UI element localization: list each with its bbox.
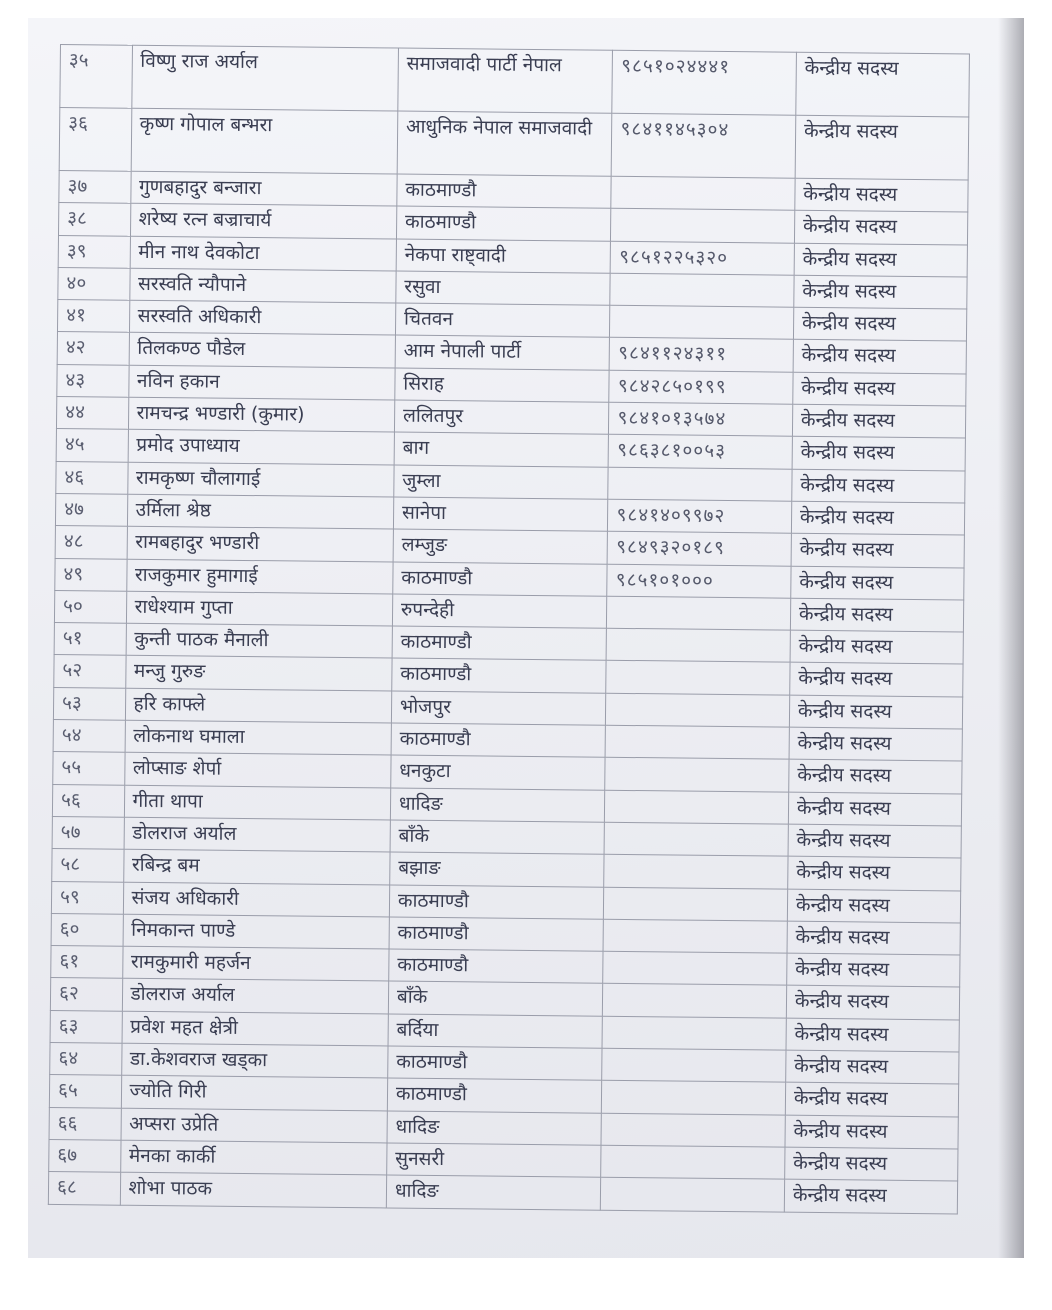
serial-number-cell: ५४ [53,720,125,753]
phone-number-cell: ९८४११२४३११ [610,338,794,372]
address-cell: सानेपा [393,497,608,532]
phone-number-cell [603,919,787,953]
position-cell: केन्द्रीय सदस्य [793,372,966,406]
position-cell: केन्द्रीय सदस्य [791,566,964,600]
serial-number-cell: ४८ [55,526,127,559]
phone-number-cell [607,628,791,662]
member-name-cell: कुन्ती पाठक मैनाली [126,623,393,658]
serial-number-cell: ४० [58,267,130,300]
address-cell: चितवन [395,303,610,338]
address-cell: बझाङ [390,852,605,887]
member-name-cell: राधेश्याम गुप्ता [126,591,393,626]
phone-number-cell: ९८५१०२४४४१ [612,50,796,115]
position-cell: केन्द्रीय सदस्य [790,630,963,664]
address-cell: काठमाण्डौ [397,174,612,209]
member-name-cell: मन्जु गुरुङ [125,656,392,691]
position-cell: केन्द्रीय सदस्य [785,1147,958,1181]
phone-number-cell [604,854,788,888]
member-name-cell: उर्मिला श्रेष्ठ [127,494,394,529]
phone-number-cell: ९८४१०१३५७४ [609,402,793,436]
address-cell: रुपन्देही [392,594,607,629]
phone-number-cell [610,273,794,307]
address-cell: सिराह [395,368,610,403]
position-cell: केन्द्रीय सदस्य [793,340,966,374]
address-cell: धनकुटा [391,755,606,790]
phone-number-cell [603,951,787,985]
serial-number-cell: ५९ [51,881,123,914]
member-name-cell: गुणबहादुर बन्जारा [130,171,397,206]
address-cell: काठमाण्डौ [387,1078,602,1113]
position-cell: केन्द्रीय सदस्य [795,178,968,212]
serial-number-cell: ४९ [55,558,127,591]
position-cell: केन्द्रीय सदस्य [792,437,965,471]
position-cell: केन्द्रीय सदस्य [788,824,961,858]
position-cell: केन्द्रीय सदस्य [787,953,960,987]
phone-number-cell [607,596,791,630]
phone-number-cell [611,176,795,210]
serial-number-cell: ३६ [59,108,131,172]
position-cell: केन्द्रीय सदस्य [789,760,962,794]
serial-number-cell: ४३ [57,364,129,397]
position-cell: केन्द्रीय सदस्य [785,1082,958,1116]
position-cell: केन्द्रीय सदस्य [786,1018,959,1052]
address-cell: काठमाण्डौ [389,917,604,952]
address-cell: जुम्ला [394,465,609,500]
phone-number-cell: ९८६३८१००५३ [609,435,793,469]
phone-number-cell [611,209,795,243]
serial-number-cell: ४६ [56,461,128,494]
address-cell: काठमाण्डौ [388,1046,603,1081]
serial-number-cell: ३८ [58,203,130,236]
address-cell: धादिङ [386,1175,601,1210]
member-name-cell: तिलकण्ठ पौडेल [129,333,396,368]
member-name-cell: सरस्वति अधिकारी [129,300,396,335]
phone-number-cell: ९८४१४०९९७२ [608,499,792,533]
member-name-cell: लोकनाथ घमाला [125,720,392,755]
member-name-cell: कृष्ण गोपाल बन्भरा [131,108,398,174]
address-cell: आम नेपाली पार्टी [395,336,610,371]
serial-number-cell: ५० [54,590,126,623]
serial-number-cell: ४१ [57,300,129,333]
position-cell: केन्द्रीय सदस्य [794,275,967,309]
member-name-cell: प्रवेश महत क्षेत्री [122,1011,389,1046]
member-name-cell: प्रमोद उपाध्याय [128,430,395,465]
position-cell: केन्द्रीय सदस्य [788,792,961,826]
position-cell: केन्द्रीय सदस्य [786,1050,959,1084]
serial-number-cell: ६३ [50,1010,122,1043]
address-cell: लम्जुङ [393,529,608,564]
address-cell: बाँके [388,981,603,1016]
serial-number-cell: ४४ [56,397,128,430]
member-name-cell: रामबहादुर भण्डारी [127,526,394,561]
address-cell: काठमाण्डौ [396,206,611,241]
phone-number-cell [606,693,790,727]
serial-number-cell: ५५ [53,752,125,785]
serial-number-cell: ३५ [60,45,132,109]
member-name-cell: शोभा पाठक [120,1172,387,1207]
address-cell: काठमाण्डौ [389,885,604,920]
serial-number-cell: ५३ [53,687,125,720]
position-cell: केन्द्रीय सदस्य [789,727,962,761]
address-cell: समाजवादी पार्टी नेपाल [398,48,613,113]
serial-number-cell: ५२ [54,655,126,688]
position-cell: केन्द्रीय सदस्य [795,115,969,180]
serial-number-cell: ५१ [54,623,126,656]
member-name-cell: डोलराज अर्याल [122,979,389,1014]
serial-number-cell: ५६ [52,784,124,817]
position-cell: केन्द्रीय सदस्य [791,501,964,535]
serial-number-cell: ४२ [57,332,129,365]
position-cell: केन्द्रीय सदस्य [791,533,964,567]
address-cell: काठमाण्डौ [392,626,607,661]
phone-number-cell: ९८४११४५३०४ [612,113,796,178]
position-cell: केन्द्रीय सदस्य [785,1115,958,1149]
serial-number-cell: ६४ [50,1042,122,1075]
address-cell: धादिङ [387,1111,602,1146]
phone-number-cell [605,790,789,824]
member-name-cell: मीन नाथ देवकोटा [130,236,397,271]
serial-number-cell: ६२ [50,978,122,1011]
address-cell: बाग [394,432,609,467]
position-cell: केन्द्रीय सदस्य [796,52,970,117]
phone-number-cell [604,887,788,921]
phone-number-cell: ९८४२८५०१९९ [609,370,793,404]
phone-number-cell [605,725,789,759]
member-name-cell: संजय अधिकारी [123,882,390,917]
position-cell: केन्द्रीय सदस्य [794,243,967,277]
serial-number-cell: ६६ [49,1107,121,1140]
position-cell: केन्द्रीय सदस्य [788,856,961,890]
position-cell: केन्द्रीय सदस्य [787,889,960,923]
member-name-cell: गीता थापा [124,785,391,820]
address-cell: धादिङ [390,788,605,823]
address-cell: भोजपुर [391,691,606,726]
position-cell: केन्द्रीय सदस्य [786,986,959,1020]
address-cell: ललितपुर [394,400,609,435]
phone-number-cell: ९८५१०१००० [607,564,791,598]
position-cell: केन्द्रीय सदस्य [793,307,966,341]
phone-number-cell [601,1145,785,1179]
serial-number-cell: ६० [51,913,123,946]
member-name-cell: रबिन्द्र बम [123,849,390,884]
position-cell: केन्द्रीय सदस्य [787,921,960,955]
phone-number-cell [602,1048,786,1082]
phone-number-cell [604,822,788,856]
member-name-cell: नविन हकान [128,365,395,400]
member-name-cell: विष्णु राज अर्याल [131,45,398,111]
phone-number-cell [602,1081,786,1115]
address-cell: बर्दिया [388,1014,603,1049]
table-row [59,108,969,181]
table-row [60,45,970,118]
address-cell: काठमाण्डौ [391,723,606,758]
address-cell: सुनसरी [387,1143,602,1178]
member-table-body [48,45,969,1214]
address-cell: काठमाण्डौ [393,562,608,597]
phone-number-cell [610,305,794,339]
position-cell: केन्द्रीय सदस्य [792,404,965,438]
position-cell: केन्द्रीय सदस्य [784,1179,957,1213]
position-cell: केन्द्रीय सदस्य [794,210,967,244]
phone-number-cell: ९८४९३२०१८९ [608,532,792,566]
member-table [48,44,970,1214]
serial-number-cell: ३७ [59,170,131,203]
member-name-cell: रामकुमारी महर्जन [122,946,389,981]
address-cell: काठमाण्डौ [389,949,604,984]
serial-number-cell: ५७ [52,816,124,849]
address-cell: काठमाण्डौ [392,658,607,693]
address-cell: रसुवा [396,271,611,306]
member-name-cell: अप्सरा उप्रेति [121,1108,388,1143]
page-edge-shadow [998,18,1024,1258]
serial-number-cell: ५८ [52,849,124,882]
member-name-cell: रामचन्द्र भण्डारी (कुमार) [128,397,395,432]
serial-number-cell: ६७ [49,1139,121,1172]
serial-number-cell: ४७ [55,493,127,526]
position-cell: केन्द्रीय सदस्य [792,469,965,503]
serial-number-cell: ३९ [58,235,130,268]
member-name-cell: सरस्वति न्यौपाने [129,268,396,303]
member-name-cell: मेनका कार्की [120,1140,387,1175]
member-name-cell: डा.केशवराज खड्का [121,1043,388,1078]
phone-number-cell [601,1177,785,1211]
member-name-cell: डोलराज अर्याल [124,817,391,852]
member-name-cell: राजकुमार हुमागाई [126,559,393,594]
serial-number-cell: ६५ [49,1075,121,1108]
phone-number-cell [605,758,789,792]
position-cell: केन्द्रीय सदस्य [789,695,962,729]
member-name-cell: ज्योति गिरी [121,1076,388,1111]
member-name-cell: हरि काफ्ले [125,688,392,723]
position-cell: केन्द्रीय सदस्य [790,598,963,632]
serial-number-cell: ६८ [48,1172,120,1205]
member-name-cell: लोप्साङ शेर्पा [124,753,391,788]
member-name-cell: रामकृष्ण चौलागाई [127,462,394,497]
address-cell: बाँके [390,820,605,855]
serial-number-cell: ४५ [56,429,128,462]
address-cell: नेकपा राष्ट्वादी [396,239,611,274]
document-photo [28,18,1024,1258]
position-cell: केन्द्रीय सदस्य [790,663,963,697]
member-name-cell: शरेष्य रत्न बज्राचार्य [130,204,397,239]
phone-number-cell: ९८५१२२५३२० [611,241,795,275]
phone-number-cell [602,1016,786,1050]
phone-number-cell [601,1113,785,1147]
serial-number-cell: ६१ [51,946,123,979]
phone-number-cell [608,467,792,501]
phone-number-cell [603,984,787,1018]
member-name-cell: निमकान्त पाण्डे [123,914,390,949]
phone-number-cell [606,661,790,695]
address-cell: आधुनिक नेपाल समाजवादी [397,111,612,176]
